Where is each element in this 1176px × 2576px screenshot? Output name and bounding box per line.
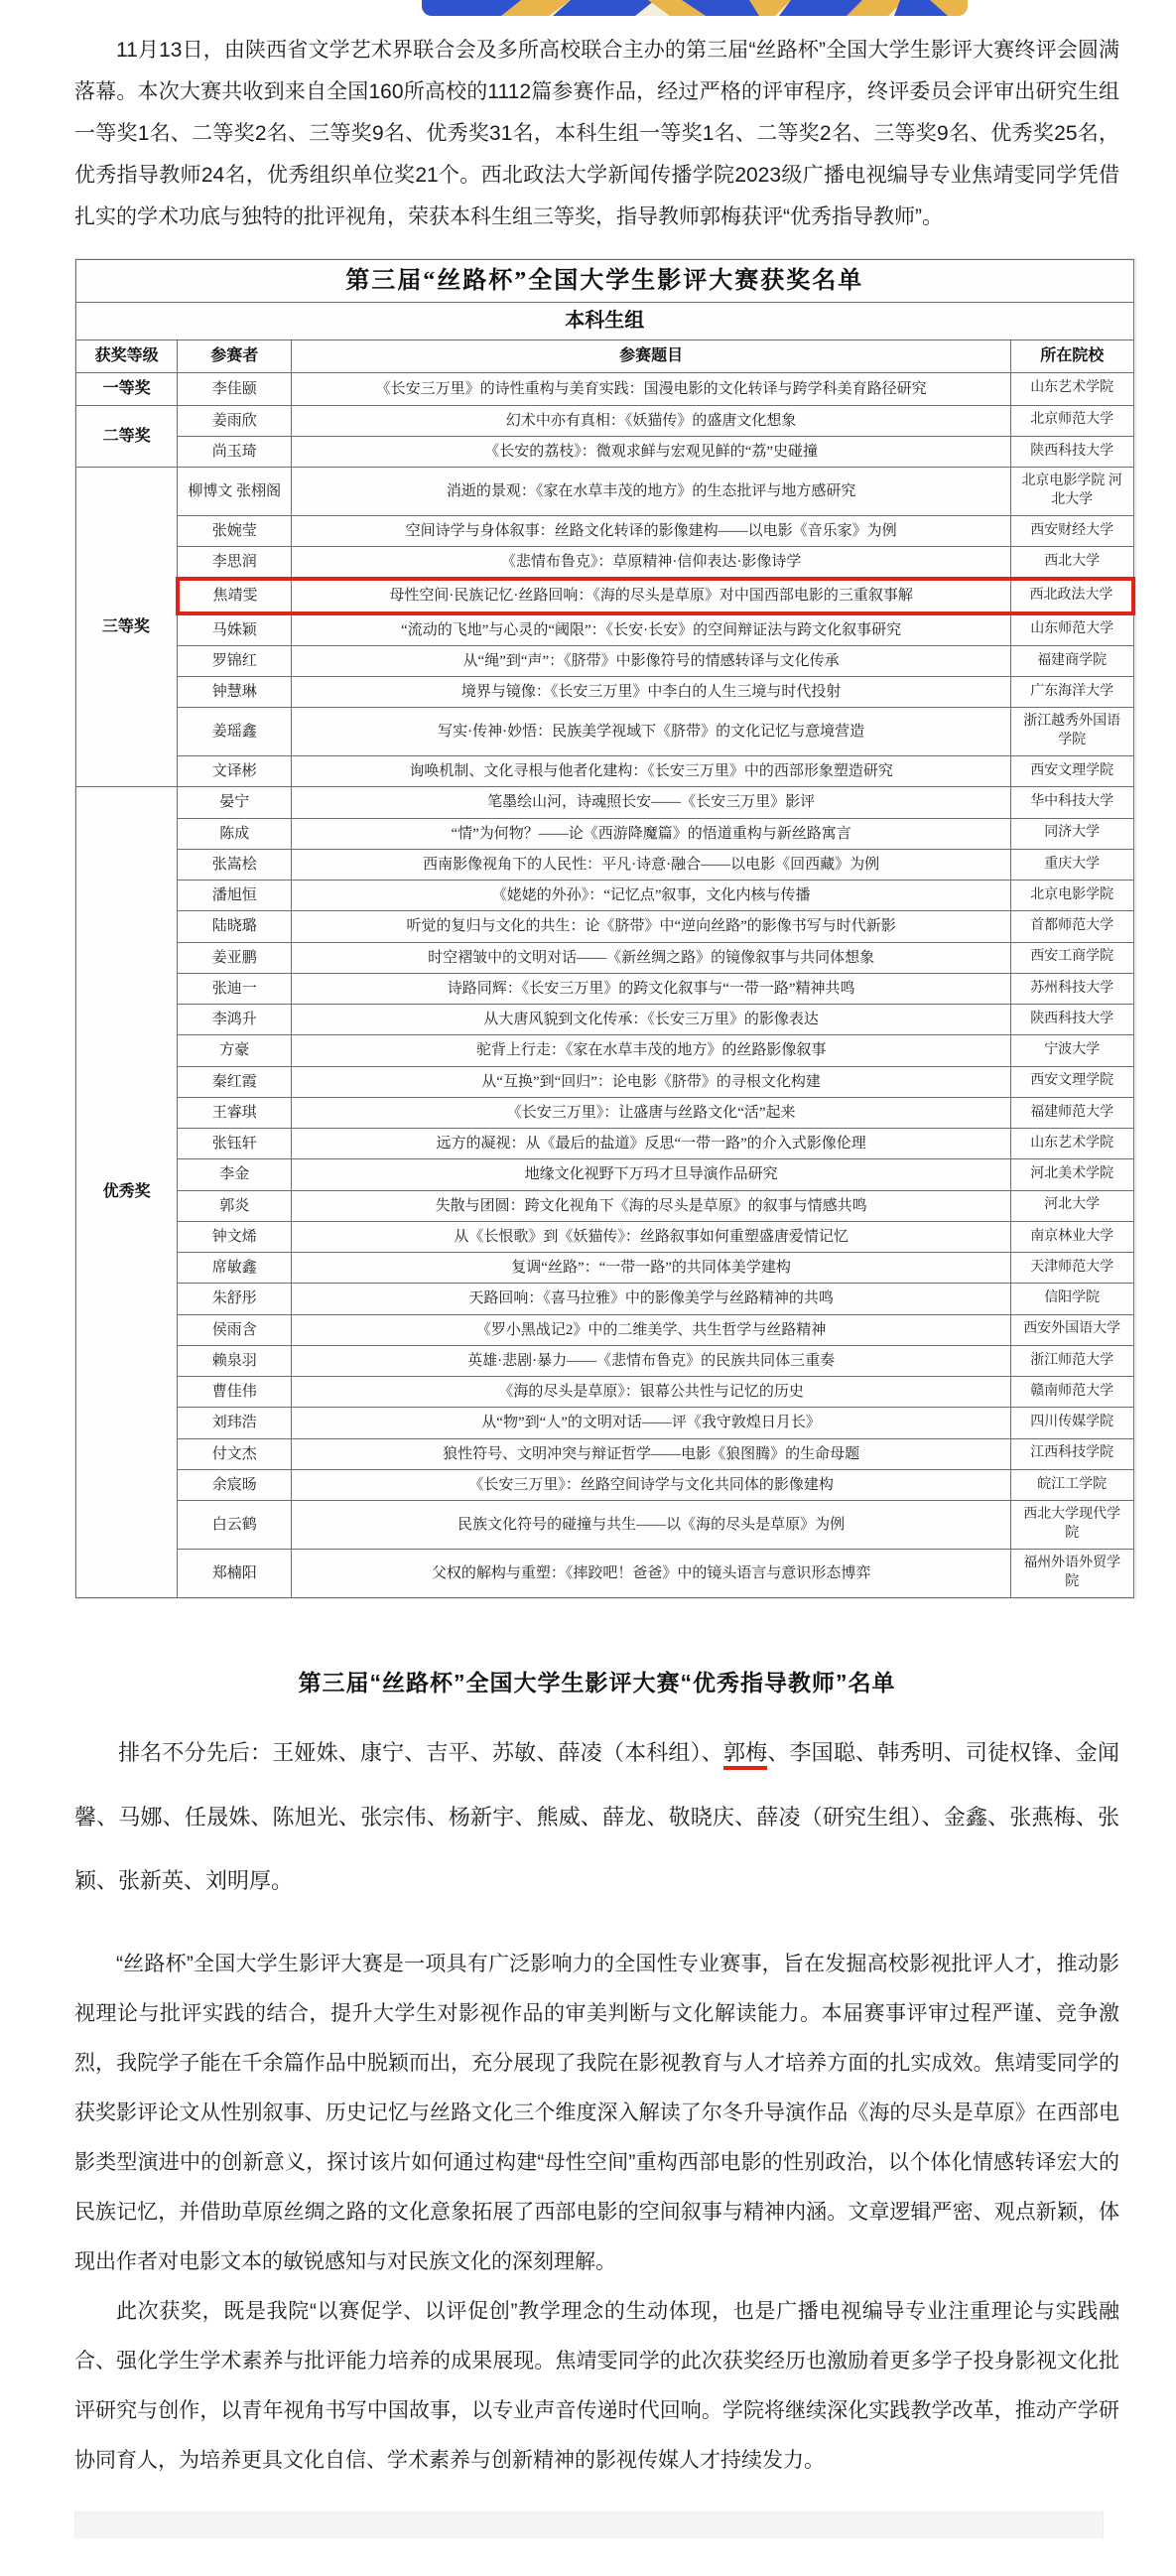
table-row [76,405,1134,436]
teachers-list-paragraph [74,1721,1119,1915]
school-cell: 南京林业大学 [1010,1221,1133,1252]
award-level-cell: 三等奖 [76,468,178,787]
entry-title-cell: 天路回响：《喜马拉雅》中的影像美学与丝路精神的共鸣 [292,1284,1011,1314]
participant-name-cell: 马姝颖 [178,613,292,646]
school-cell: 苏州科技大学 [1010,973,1133,1004]
entry-title-cell: 《长安的荔枝》：微观求鲜与宏观见鲜的“荔”史碰撞 [292,436,1011,467]
cut-off-bottom-image [74,2511,1104,2538]
table-row-highlighted [76,579,1134,612]
table-row [76,708,1134,756]
participant-name-cell: 刘玮浩 [178,1408,292,1438]
intro-paragraph: 11月13日，由陕西省文学艺术界联合会及多所高校联合主办的第三届“丝路杯”全国大学生影评大赛终评会圆满落幕。本次大赛共收到来自全国160所高校的1112篇参赛作品，经过严格的评审程序，终评委员会评审出研究生组一等奖1名、二等奖2名、三等奖9名、优秀奖31名，本科生组一等奖1名、二等奖2名、三等奖9名、优秀奖25名，优秀指导教师24名，优秀组织单位奖21个。西北政法大学新闻传播学院2023级广播电视编导专业焦靖雯同学凭借扎实的学术功底与独特的批评视角，荣获本科生组三等奖，指导教师郭梅获评“优秀指导教师”。 [74,39,1119,228]
entry-title-cell: 《海的尽头是草原》：银幕公共性与记忆的历史 [292,1377,1011,1408]
entry-title-cell: 询唤机制、文化寻根与他者化建构：《长安三万里》中的西部形象塑造研究 [292,756,1011,787]
closing-paragraph-2: 此次获奖，既是我院“以赛促学、以评促创”教学理念的生动体现，也是广播电视编导专业注重理论与实践融合、强化学生学术素养与批评能力培养的成果展现。焦靖雯同学的此次获奖经历也激励着更多学子投身影视文化批评研究与创作，以青年视角书写中国故事，以专业声音传递时代回响。学院将继续深化实践教学改革，推动产学研协同育人，为培养更具文化自信、学术素养与创新精神的影视传媒人才持续发力。 [74,2300,1119,2473]
participant-name-cell: 张嵩桧 [178,849,292,880]
participant-name-cell: 李佳颐 [178,372,292,405]
participant-name-cell: 潘旭恒 [178,881,292,911]
school-cell: 西安财经大学 [1010,515,1133,546]
table-row [76,942,1134,973]
entry-title-cell: 驼背上行走：《家在水草丰茂的地方》的丝路影像叙事 [292,1035,1011,1066]
entry-title-cell: 《悲情布鲁克》：草原精神·信仰表达·影像诗学 [292,547,1011,580]
school-cell: 山东师范大学 [1010,613,1133,646]
award-level-cell: 一等奖 [76,372,178,405]
table-subtitle: 本科生组 [76,303,1134,340]
table-row [76,1501,1134,1550]
entry-title-cell: 复调“丝路”：“一带一路”的共同体美学建构 [292,1253,1011,1284]
decorative-banner-graphic [422,0,968,16]
table-row [76,1408,1134,1438]
entry-title-cell: 境界与镜像：《长安三万里》中李白的人生三境与时代投射 [292,677,1011,708]
participant-name-cell: 陆晓璐 [178,911,292,942]
table-row [76,468,1134,516]
entry-title-cell: 空间诗学与身体叙事：丝路文化转译的影像建构——以电影《音乐家》为例 [292,515,1011,546]
school-cell: 首都师范大学 [1010,911,1133,942]
awards-table-body [76,372,1134,1597]
entry-title-cell: 从“物”到“人”的文明对话——评《我守敦煌日月长》 [292,1408,1011,1438]
entry-title-cell: 时空褶皱中的文明对话——《新丝绸之路》的镜像叙事与共同体想象 [292,942,1011,973]
table-row [76,645,1134,676]
table-row [76,1005,1134,1035]
teachers-text-segment: 排名不分先后：王娅姝、康宁、吉平、苏敏、薛凌（本科组）、 [118,1739,723,1765]
award-level-cell: 二等奖 [76,405,178,468]
participant-name-cell: 姜亚鹏 [178,942,292,973]
school-cell: 福建师范大学 [1010,1097,1133,1128]
entry-title-cell: 从“互换”到“回归”：论电影《脐带》的寻根文化构建 [292,1066,1011,1097]
school-cell: 西安工商学院 [1010,942,1133,973]
table-row [76,911,1134,942]
entry-title-cell: 远方的凝视：从《最后的盐道》反思“一带一路”的介入式影像伦理 [292,1129,1011,1159]
school-cell: 北京电影学院 河北大学 [1010,468,1133,516]
participant-name-cell: 晏宁 [178,787,292,818]
entry-title-cell: “流动的飞地”与心灵的“阈限”：《长安·长安》的空间辩证法与跨文化叙事研究 [292,613,1011,646]
table-row [76,436,1134,467]
school-cell: 四川传媒学院 [1010,1408,1133,1438]
participant-name-cell: 余宸旸 [178,1469,292,1500]
table-row [76,756,1134,787]
participant-name-cell: 李金 [178,1159,292,1190]
entry-title-cell: 《罗小黑战记2》中的二维美学、共生哲学与丝路精神 [292,1314,1011,1345]
table-row [76,973,1134,1004]
participant-name-cell: 张婉莹 [178,515,292,546]
participant-name-cell: 曹佳伟 [178,1377,292,1408]
entry-title-cell: 西南影像视角下的人民性：平凡·诗意·融合——以电影《回西藏》为例 [292,849,1011,880]
awards-table [75,259,1135,1598]
entry-title-cell: 从大唐风貌到文化传承：《长安三万里》的影像表达 [292,1005,1011,1035]
school-cell: 河北美术学院 [1010,1159,1133,1190]
participant-name-cell: 白云鹤 [178,1501,292,1550]
table-row [76,1284,1134,1314]
table-row [76,881,1134,911]
school-cell: 河北大学 [1010,1190,1133,1221]
entry-title-cell: 《姥姥的外孙》：“记忆点”叙事，文化内核与传播 [292,881,1011,911]
participant-name-cell: 朱舒彤 [178,1284,292,1314]
highlighted-teacher-name: 郭梅 [723,1740,767,1770]
header-school: 所在院校 [1010,340,1133,373]
participant-name-cell: 钟文烯 [178,1221,292,1252]
school-cell: 重庆大学 [1010,849,1133,880]
entry-title-cell: 《长安三万里》：丝路空间诗学与文化共同体的影像建构 [292,1469,1011,1500]
entry-title-cell: 《长安三万里》：让盛唐与丝路文化“活”起来 [292,1097,1011,1128]
participant-name-cell: 郭炎 [178,1190,292,1221]
entry-title-cell: “情”为何物？——论《西游降魔篇》的悟道重构与新丝路寓言 [292,818,1011,849]
table-row [76,1438,1134,1469]
school-cell: 浙江师范大学 [1010,1345,1133,1376]
entry-title-cell: 父权的解构与重塑：《摔跤吧！爸爸》中的镜头语言与意识形态博弈 [292,1549,1011,1597]
entry-title-cell: 地缘文化视野下万玛才旦导演作品研究 [292,1159,1011,1190]
table-row [76,818,1134,849]
school-cell: 皖江工学院 [1010,1469,1133,1500]
entry-title-cell: 笔墨绘山河，诗魂照长安——《长安三万里》影评 [292,787,1011,818]
participant-name-cell: 席敏鑫 [178,1253,292,1284]
table-row [76,1129,1134,1159]
school-cell: 西安外国语大学 [1010,1314,1133,1345]
entry-title-cell: 写实·传神·妙悟：民族美学视域下《脐带》的文化记忆与意境营造 [292,708,1011,756]
school-cell: 广东海洋大学 [1010,677,1133,708]
table-title: 第三届“丝路杯”全国大学生影评大赛获奖名单 [76,260,1134,303]
school-cell: 北京电影学院 [1010,881,1133,911]
participant-name-cell: 姜雨欣 [178,405,292,436]
school-cell: 福建商学院 [1010,645,1133,676]
participant-name-cell: 文译彬 [178,756,292,787]
school-cell: 浙江越秀外国语学院 [1010,708,1133,756]
header-participant: 参赛者 [178,340,292,373]
participant-name-cell: 李思润 [178,547,292,580]
participant-name-cell: 焦靖雯 [178,579,292,612]
school-cell: 赣南师范大学 [1010,1377,1133,1408]
entry-title-cell: 听觉的复归与文化的共生：论《脐带》中“逆向丝路”的影像书写与时代新影 [292,911,1011,942]
participant-name-cell: 赖泉羽 [178,1345,292,1376]
table-row [76,1221,1134,1252]
teachers-list-heading: 第三届“丝路杯”全国大学生影评大赛“优秀指导教师”名单 [298,1669,896,1695]
participant-name-cell: 钟慧琳 [178,677,292,708]
entry-title-cell: 从《长恨歌》到《妖猫传》：丝路叙事如何重塑盛唐爱情记忆 [292,1221,1011,1252]
entry-title-cell: 诗路同辉：《长安三万里》的跨文化叙事与“一带一路”精神共鸣 [292,973,1011,1004]
school-cell: 同济大学 [1010,818,1133,849]
entry-title-cell: 母性空间·民族记忆·丝路回响：《海的尽头是草原》对中国西部电影的三重叙事解 [292,579,1011,612]
header-entry-title: 参赛题目 [292,340,1011,373]
school-cell: 山东艺术学院 [1010,372,1133,405]
participant-name-cell: 李鸿升 [178,1005,292,1035]
table-row [76,613,1134,646]
school-cell: 信阳学院 [1010,1284,1133,1314]
school-cell: 陕西科技大学 [1010,436,1133,467]
participant-name-cell: 尚玉琦 [178,436,292,467]
school-cell: 西安文理学院 [1010,1066,1133,1097]
participant-name-cell: 秦红霞 [178,1066,292,1097]
awards-table-container [74,258,1136,1599]
participant-name-cell: 王睿琪 [178,1097,292,1128]
table-row [76,1253,1134,1284]
participant-name-cell: 姜瑶鑫 [178,708,292,756]
award-level-cell: 优秀奖 [76,787,178,1597]
table-header-row [76,340,1134,373]
entry-title-cell: 幻术中亦有真相：《妖猫传》的盛唐文化想象 [292,405,1011,436]
participant-name-cell: 郑楠阳 [178,1549,292,1597]
table-row [76,1345,1134,1376]
closing-paragraph-1: “丝路杯”全国大学生影评大赛是一项具有广泛影响力的全国性专业赛事，旨在发掘高校影视批评人才，推动影视理论与批评实践的结合，提升大学生对影视作品的审美判断与文化解读能力。本届赛事评审过程严谨、竞争激烈，我院学子能在千余篇作品中脱颖而出，充分展现了我院在影视教育与人才培养方面的扎实成效。焦靖雯同学的获奖影评论文从性别叙事、历史记忆与丝路文化三个维度深入解读了尔冬升导演作品《海的尽头是草原》在西部电影类型演进中的创新意义，探讨该片如何通过构建“母性空间”重构西部电影的性别政治，以个体化情感转译宏大的民族记忆，并借助草原丝绸之路的文化意象拓展了西部电影的空间叙事与精神内涵。文章逻辑严密、观点新颖，体现出作者对电影文本的敏锐感知与对民族文化的深刻理解。 [74,1953,1119,2274]
table-subtitle-row [76,303,1134,340]
table-row [76,677,1134,708]
participant-name-cell: 罗锦红 [178,645,292,676]
table-row [76,1190,1134,1221]
school-cell: 华中科技大学 [1010,787,1133,818]
entry-title-cell: 英雄·悲剧·暴力——《悲情布鲁克》的民族共同体三重奏 [292,1345,1011,1376]
participant-name-cell: 侯雨含 [178,1314,292,1345]
participant-name-cell: 柳博文 张栩阁 [178,468,292,516]
entry-title-cell: 《长安三万里》的诗性重构与美育实践：国漫电影的文化转译与跨学科美育路径研究 [292,372,1011,405]
entry-title-cell: 消逝的景观：《家在水草丰茂的地方》的生态批评与地方感研究 [292,468,1011,516]
table-row [76,547,1134,580]
table-row [76,787,1134,818]
participant-name-cell: 张迪一 [178,973,292,1004]
school-cell: 宁波大学 [1010,1035,1133,1066]
table-row [76,1035,1134,1066]
table-row [76,1097,1134,1128]
table-row [76,1066,1134,1097]
article-content [0,16,1176,2486]
school-cell: 江西科技学院 [1010,1438,1133,1469]
participant-name-cell: 陈成 [178,818,292,849]
entry-title-cell: 失散与团圆：跨文化视角下《海的尽头是草原》的叙事与情感共鸣 [292,1190,1011,1221]
table-row [76,515,1134,546]
entry-title-cell: 狼性符号、文明冲突与辩证哲学——电影《狼图腾》的生命母题 [292,1438,1011,1469]
school-cell: 西北大学现代学院 [1010,1501,1133,1550]
participant-name-cell: 方豪 [178,1035,292,1066]
school-cell: 西北政法大学 [1010,579,1133,612]
table-row [76,1377,1134,1408]
school-cell: 福州外语外贸学院 [1010,1549,1133,1597]
table-row [76,1549,1134,1597]
school-cell: 西北大学 [1010,547,1133,580]
entry-title-cell: 从“绳”到“声”：《脐带》中影像符号的情感转译与文化传承 [292,645,1011,676]
table-row [76,1314,1134,1345]
table-row [76,372,1134,405]
banner-graphic-svg [422,0,968,16]
table-row [76,849,1134,880]
table-row [76,1469,1134,1500]
table-title-row [76,260,1134,303]
entry-title-cell: 民族文化符号的碰撞与共生——以《海的尽头是草原》为例 [292,1501,1011,1550]
teachers-text-segment: 、李国聪、韩秀明、司徒权锋、金闻馨、马娜、任晟姝、陈旭光、张宗伟、杨新宇、熊威、薛龙、敬晓庆、薛凌（研究生组）、金鑫、张燕梅、张颖、张新英、刘明厚。 [74,1739,1119,1894]
school-cell: 陕西科技大学 [1010,1005,1133,1035]
school-cell: 西安文理学院 [1010,756,1133,787]
table-row [76,1159,1134,1190]
school-cell: 山东艺术学院 [1010,1129,1133,1159]
participant-name-cell: 付文杰 [178,1438,292,1469]
header-award-level: 获奖等级 [76,340,178,373]
school-cell: 天津师范大学 [1010,1253,1133,1284]
school-cell: 北京师范大学 [1010,405,1133,436]
participant-name-cell: 张钰轩 [178,1129,292,1159]
